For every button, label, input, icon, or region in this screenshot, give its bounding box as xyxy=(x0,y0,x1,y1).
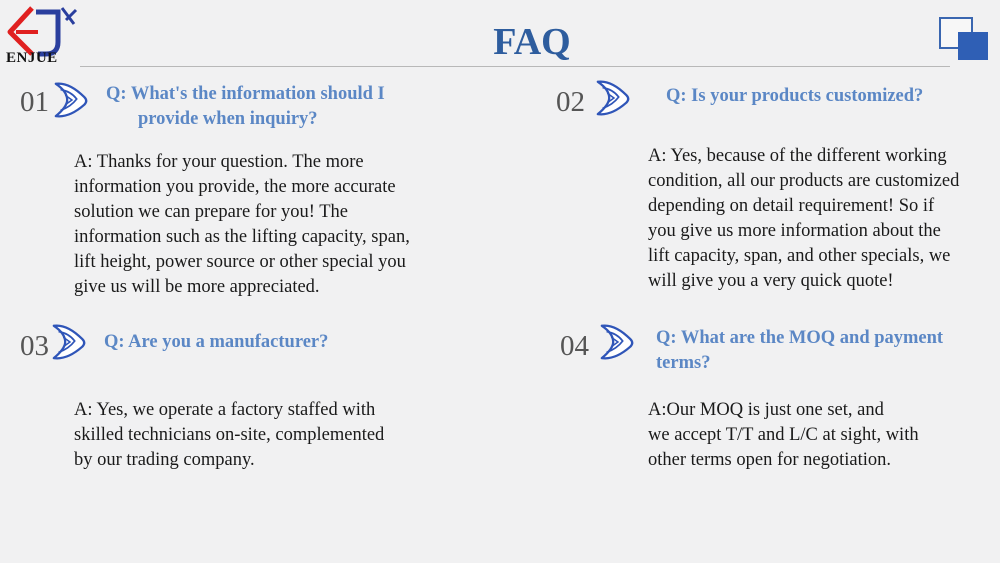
logo-text: ENJUE xyxy=(6,50,58,66)
faq-question: Q: Is your products customized? xyxy=(666,86,924,106)
faq-question: Q: Are you a manufacturer? xyxy=(104,332,329,352)
faq-answer: A: Yes, because of the different working condition, all our products are customized depending on detail requirement! So if you give us more information about the lift capacity, span, and other specials, we will give you a very quick quote! xyxy=(648,146,960,291)
chevron-arrow-icon xyxy=(52,78,90,120)
faq-answer: A: Yes, we operate a factory staffed with skilled technicians on-site, complemented by our trading company. xyxy=(74,400,385,470)
faq-question: Q: What's the information should I provide when inquiry? xyxy=(106,84,385,129)
chevron-arrow-icon xyxy=(50,320,88,362)
faq-number: 01 xyxy=(20,86,49,118)
corner-squares-decoration xyxy=(938,16,990,62)
faq-answer: A:Our MOQ is just one set, and we accept T/T and L/C at sight, with other terms open for negotiation. xyxy=(648,400,919,470)
faq-number: 03 xyxy=(20,330,49,362)
faq-answer: A: Thanks for your question. The more information you provide, the more accurate solution we can prepare for you! The information such as the lifting capacity, span, lift height, power source or other special you give us will be more appreciated. xyxy=(74,152,410,297)
faq-number: 04 xyxy=(560,330,589,362)
chevron-arrow-icon xyxy=(598,320,636,362)
faq-number: 02 xyxy=(556,86,585,118)
faq-question: Q: What are the MOQ and payment terms? xyxy=(656,328,944,373)
header-divider xyxy=(80,66,950,67)
page-title: FAQ xyxy=(493,21,571,63)
chevron-arrow-icon xyxy=(594,76,632,118)
